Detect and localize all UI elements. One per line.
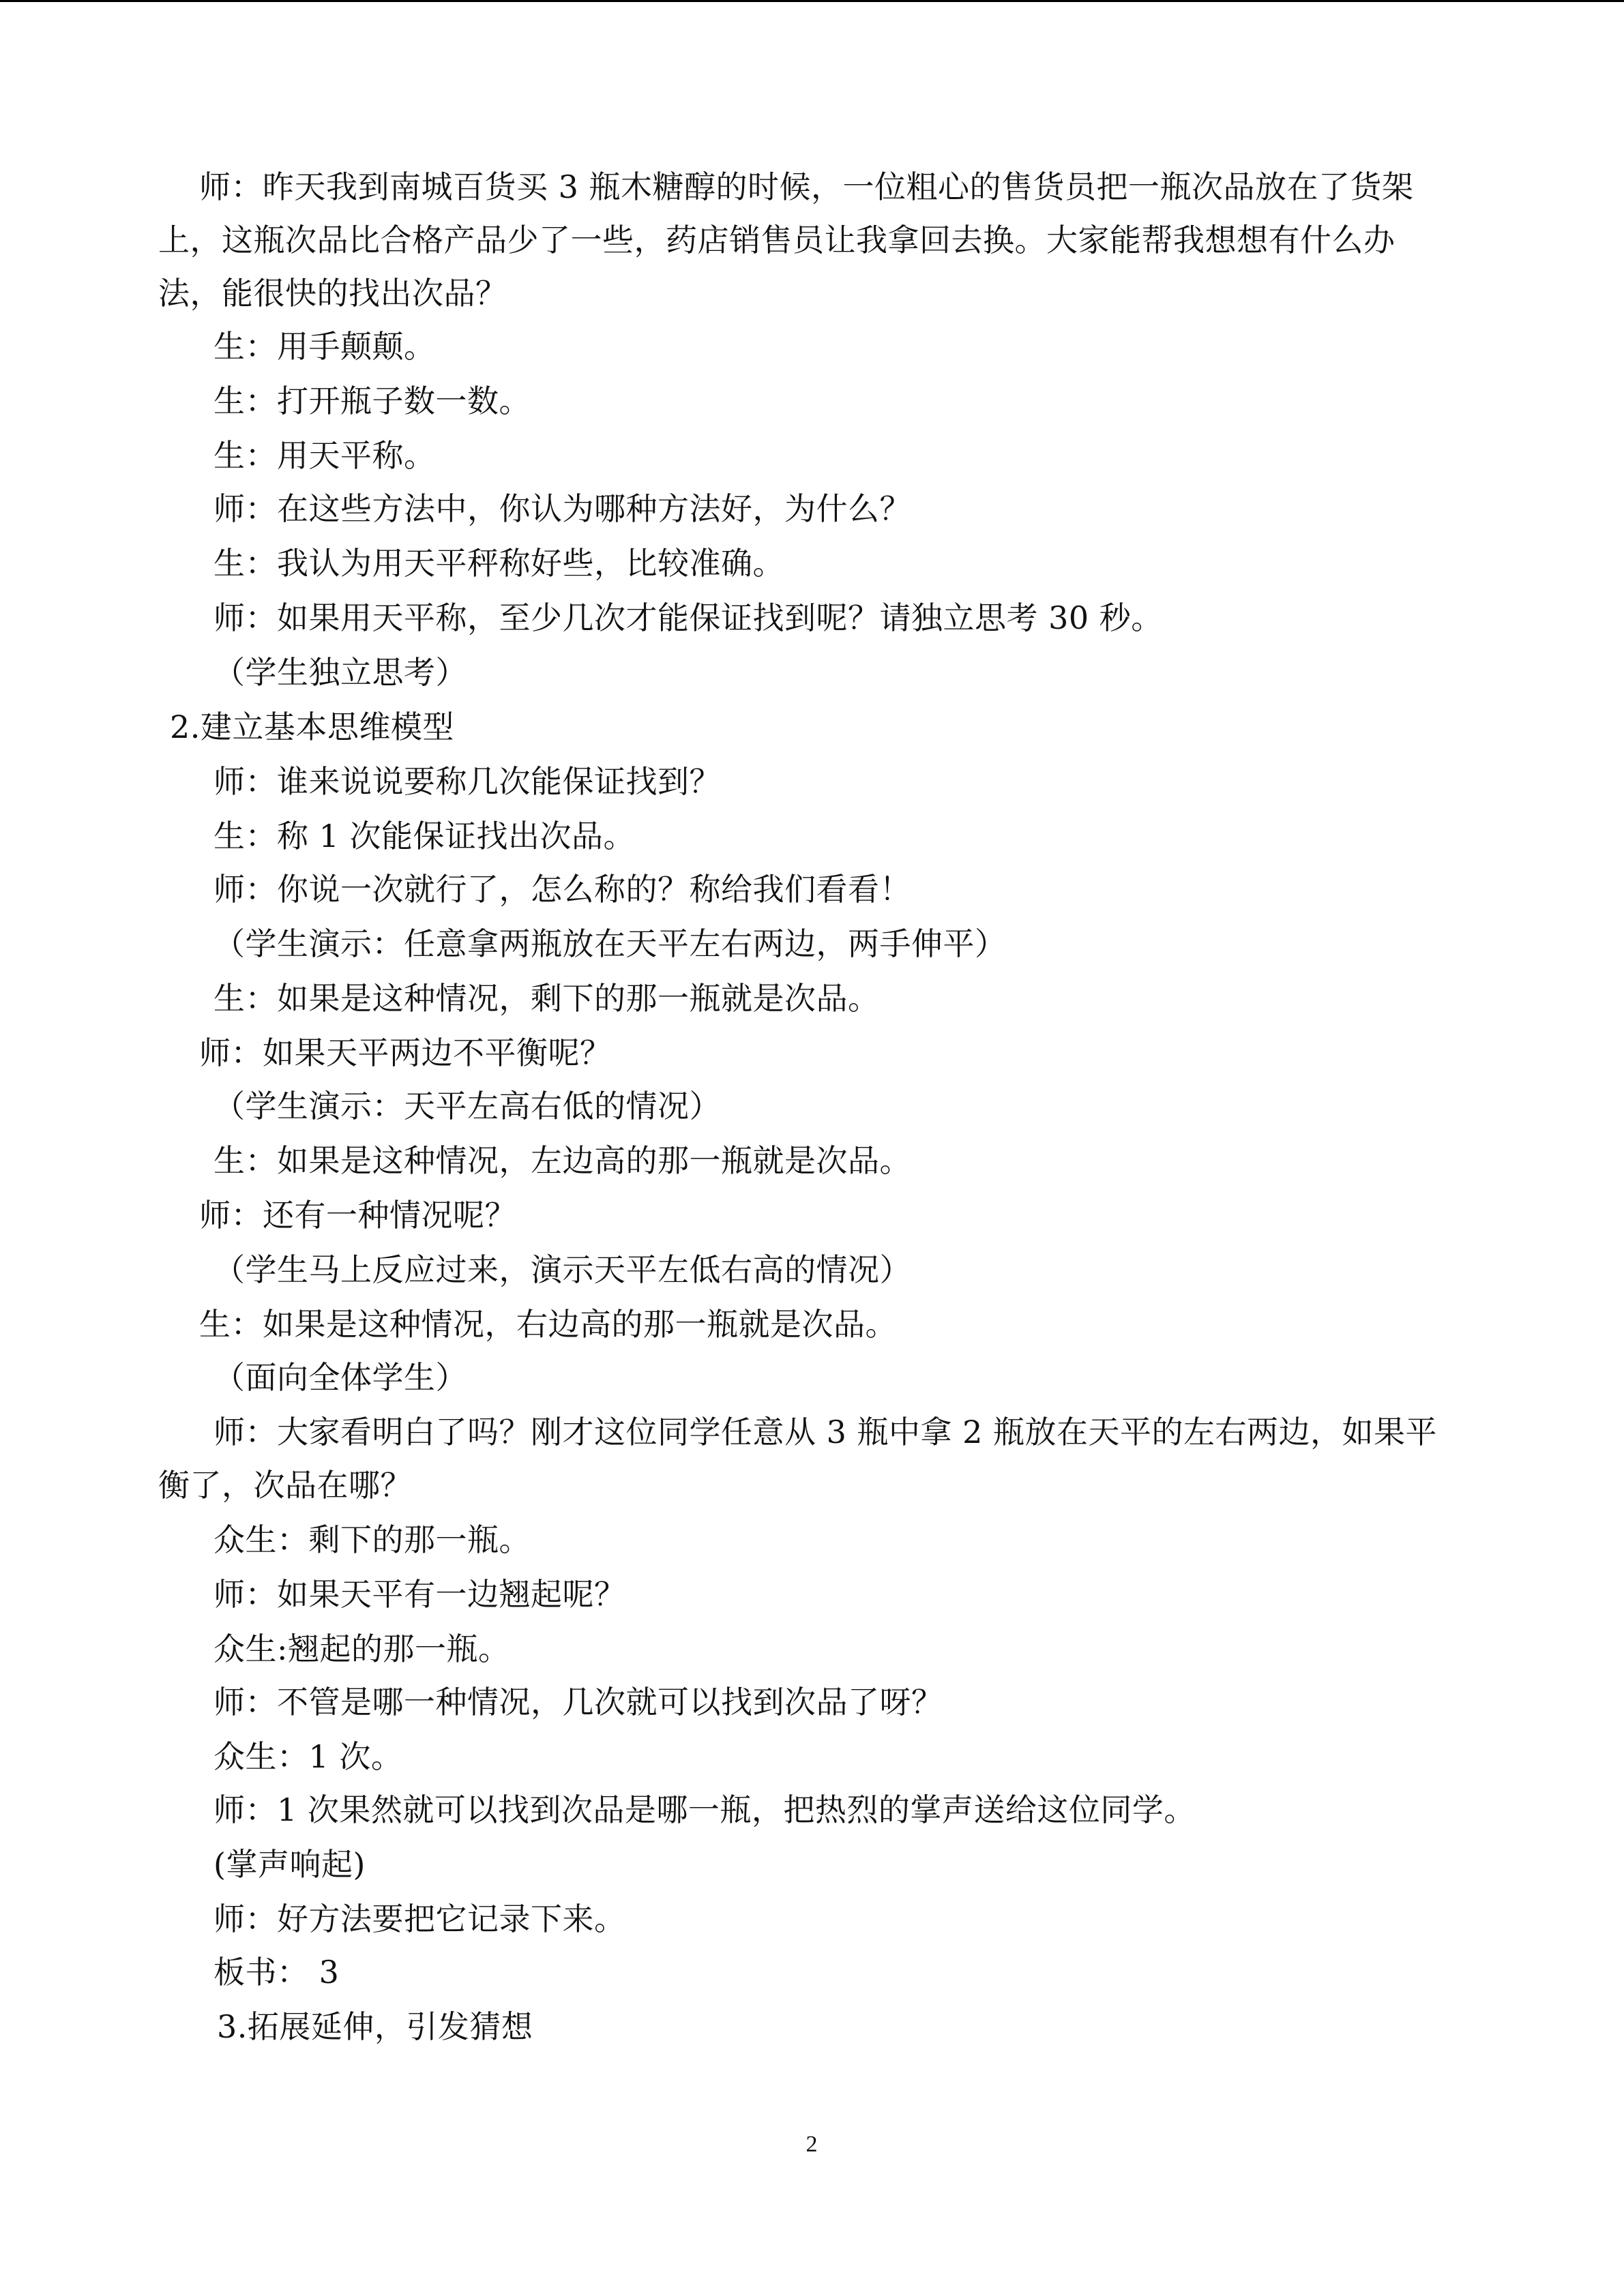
paragraph-line: 师：如果用天平称，至少几次才能保证找到呢？请独立思考 30 秒。	[213, 599, 1163, 636]
paragraph-line: 师：不管是哪一种情况，几次就可以找到次品了呀？	[213, 1684, 943, 1720]
paragraph-line: 上，这瓶次品比合格产品少了一些，药店销售员让我拿回去换。大家能帮我想想有什么办	[158, 222, 1396, 258]
paragraph-line: 衡了，次品在哪？	[158, 1467, 412, 1504]
paragraph-line: 生：用手颠颠。	[213, 328, 436, 365]
paragraph-line: 生：我认为用天平秤称好些，比较准确。	[213, 545, 784, 582]
paragraph-line: （学生演示：任意拿两瓶放在天平左右两边，两手伸平）	[213, 925, 1007, 962]
paragraph-line: 众生：1 次。	[213, 1738, 403, 1775]
paragraph-line: 师：好方法要把它记录下来。	[213, 1900, 626, 1937]
section-heading: 3.拓展延伸，引发猜想	[217, 2008, 533, 2045]
paragraph-line: 师：昨天我到南城百货买 3 瓶木糖醇的时候，一位粗心的售货员把一瓶次品放在了货架	[199, 168, 1414, 205]
paragraph-line: 生：用天平称。	[213, 437, 436, 474]
paragraph-line: 众生:翘起的那一瓶。	[213, 1630, 510, 1667]
paragraph-line: （学生马上反应过来，演示天平左低右高的情况）	[213, 1251, 911, 1288]
paragraph-line: 众生：剩下的那一瓶。	[213, 1521, 531, 1558]
paragraph-line: 板书： 3	[213, 1954, 340, 1991]
paragraph-line: 师：大家看明白了吗？刚才这位同学任意从 3 瓶中拿 2 瓶放在天平的左右两边，如果平	[213, 1414, 1438, 1450]
paragraph-line: 师：在这些方法中，你认为哪种方法好，为什么？	[213, 490, 911, 527]
paragraph-line: （学生独立思考）	[213, 654, 467, 691]
paragraph-line: 师：如果天平两边不平衡呢？	[199, 1034, 612, 1071]
section-heading: 2.建立基本思维模型	[170, 709, 454, 745]
paragraph-line: 法，能很快的找出次品？	[158, 275, 507, 312]
paragraph-line: 生：打开瓶子数一数。	[213, 383, 531, 419]
paragraph-line: 师：还有一种情况呢？	[199, 1197, 516, 1234]
paragraph-line: （学生演示：天平左高右低的情况）	[213, 1088, 721, 1124]
paragraph-line: 师：你说一次就行了，怎么称的？称给我们看看！	[213, 871, 911, 908]
paragraph-line: 生：如果是这种情况，右边高的那一瓶就是次品。	[199, 1306, 897, 1343]
paragraph-line: 生：称 1 次能保证找出次品。	[213, 818, 636, 854]
page-number: 2	[806, 2132, 818, 2157]
paragraph-line: 生：如果是这种情况，剩下的那一瓶就是次品。	[213, 980, 880, 1017]
paragraph-line: 师：谁来说说要称几次能保证找到？	[213, 763, 721, 800]
paragraph-line: 生：如果是这种情况，左边高的那一瓶就是次品。	[213, 1142, 911, 1179]
paragraph-line: 师：如果天平有一边翘起呢？	[213, 1576, 626, 1613]
paragraph-line: (掌声响起)	[213, 1846, 366, 1883]
paragraph-line: 师：1 次果然就可以找到次品是哪一瓶，把热烈的掌声送给这位同学。	[213, 1791, 1196, 1828]
paragraph-line: （面向全体学生）	[213, 1359, 467, 1396]
